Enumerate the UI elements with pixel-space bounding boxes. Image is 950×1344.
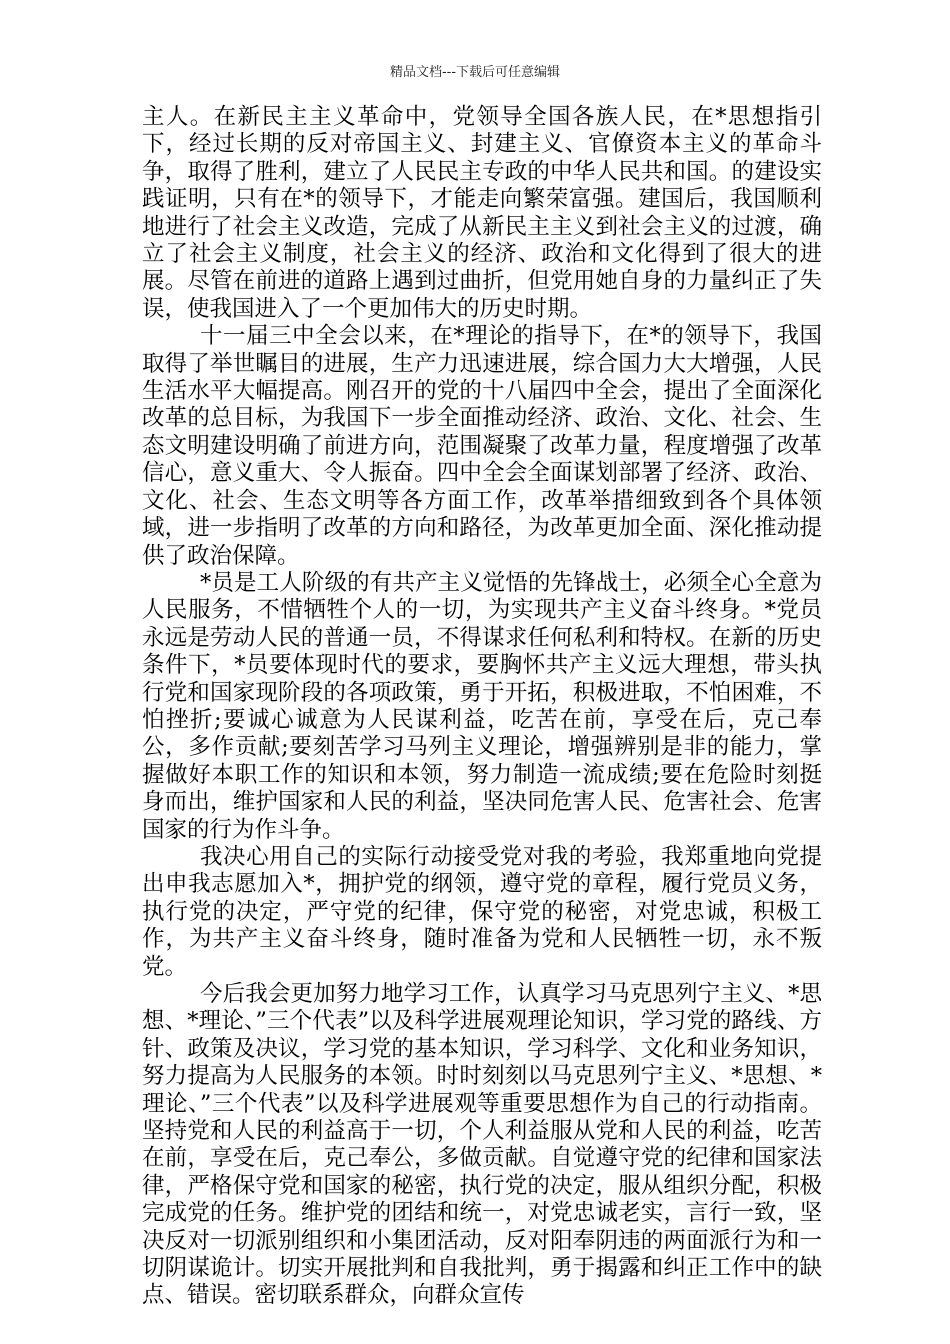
- paragraph-3: *员是工人阶级的有共产主义觉悟的先锋战士，必须全心全意为人民服务，不惜牺牲个人的一切，为实现共产主义奋斗终身。*党员永远是劳动人民的普通一员，不得谋求任何私利和特权。在新的历史条件下，*员要体现时代的要求，要胸怀共产主义远大理想，带头执行党和国家现阶段的各项政策，勇于开拓，积极进取，不怕困难，不怕挫折;要诚心诚意为人民谋利益，吃苦在前，享受在后，克己奉公，多作贡献;要刻苦学习马列主义理论，增强辨别是非的能力，掌握做好本职工作的知识和本领，努力制造一流成绩;要在危险时刻挺身而出，维护国家和人民的利益，坚决同危害人民、危害社会、危害国家的行为作斗争。: [142, 569, 822, 843]
- paragraph-5: 今后我会更加努力地学习工作，认真学习马克思列宁主义、*思想、*理论、”三个代表”以及科学进展观理论知识，学习党的路线、方针、政策及决议，学习党的基本知识，学习科学、文化和业务知识，努力提高为人民服务的本领。时时刻刻以马克思列宁主义、*思想、*理论、”三个代表”以及科学进展观等重要思想作为自己的行动指南。坚持党和人民的利益高于一切，个人利益服从党和人民的利益，吃苦在前，享受在后，克己奉公，多做贡献。自觉遵守党的纪律和国家法律，严格保守党和国家的秘密，执行党的决定，服从组织分配，积极完成党的任务。维护党的团结和统一，对党忠诚老实，言行一致，坚决反对一切派别组织和小集团活动，反对阳奉阴违的两面派行为和一切阴谋诡计。切实开展批判和自我批判，勇于揭露和纠正工作中的缺点、错误。密切联系群众，向群众宣传: [142, 981, 822, 1309]
- paragraph-4: 我决心用自己的实际行动接受党对我的考验，我郑重地向党提出申我志愿加入*，拥护党的纲领，遵守党的章程，履行党员义务，执行党的决定，严守党的纪律，保守党的秘密，对党忠诚，积极工作，为共产主义奋斗终身，随时准备为党和人民牺牲一切，永不叛党。: [142, 843, 822, 980]
- paragraph-2: 十一届三中全会以来，在*理论的指导下，在*的领导下，我国取得了举世瞩目的进展，生产力迅速进展，综合国力大大增强，人民生活水平大幅提高。刚召开的党的十八届四中全会，提出了全面深化改革的总目标，为我国下一步全面推动经济、政治、文化、社会、生态文明建设明确了前进方向，范围凝聚了改革力量，程度增强了改革信心，意义重大、令人振奋。四中全会全面谋划部署了经济、政治、文化、社会、生态文明等各方面工作，改革举措细致到各个具体领域，进一步指明了改革的方向和路径，为改革更加全面、深化推动提供了政治保障。: [142, 323, 822, 569]
- paragraph-1: 主人。在新民主主义革命中，党领导全国各族人民，在*思想指引下，经过长期的反对帝国主义、封建主义、官僚资本主义的革命斗争，取得了胜利，建立了人民民主专政的中华人民共和国。的建设实践证明，只有在*的领导下，才能走向繁荣富强。建国后，我国顺利地进行了社会主义改造，完成了从新民主主义到社会主义的过渡，确立了社会主义制度，社会主义的经济、政治和文化得到了很大的进展。尽管在前进的道路上遇到过曲折，但党用她自身的力量纠正了失误，使我国进入了一个更加伟大的历史时期。: [142, 104, 822, 322]
- page-header: 精品文档---下载后可任意编辑: [389, 65, 561, 80]
- document-body: [142, 104, 822, 1310]
